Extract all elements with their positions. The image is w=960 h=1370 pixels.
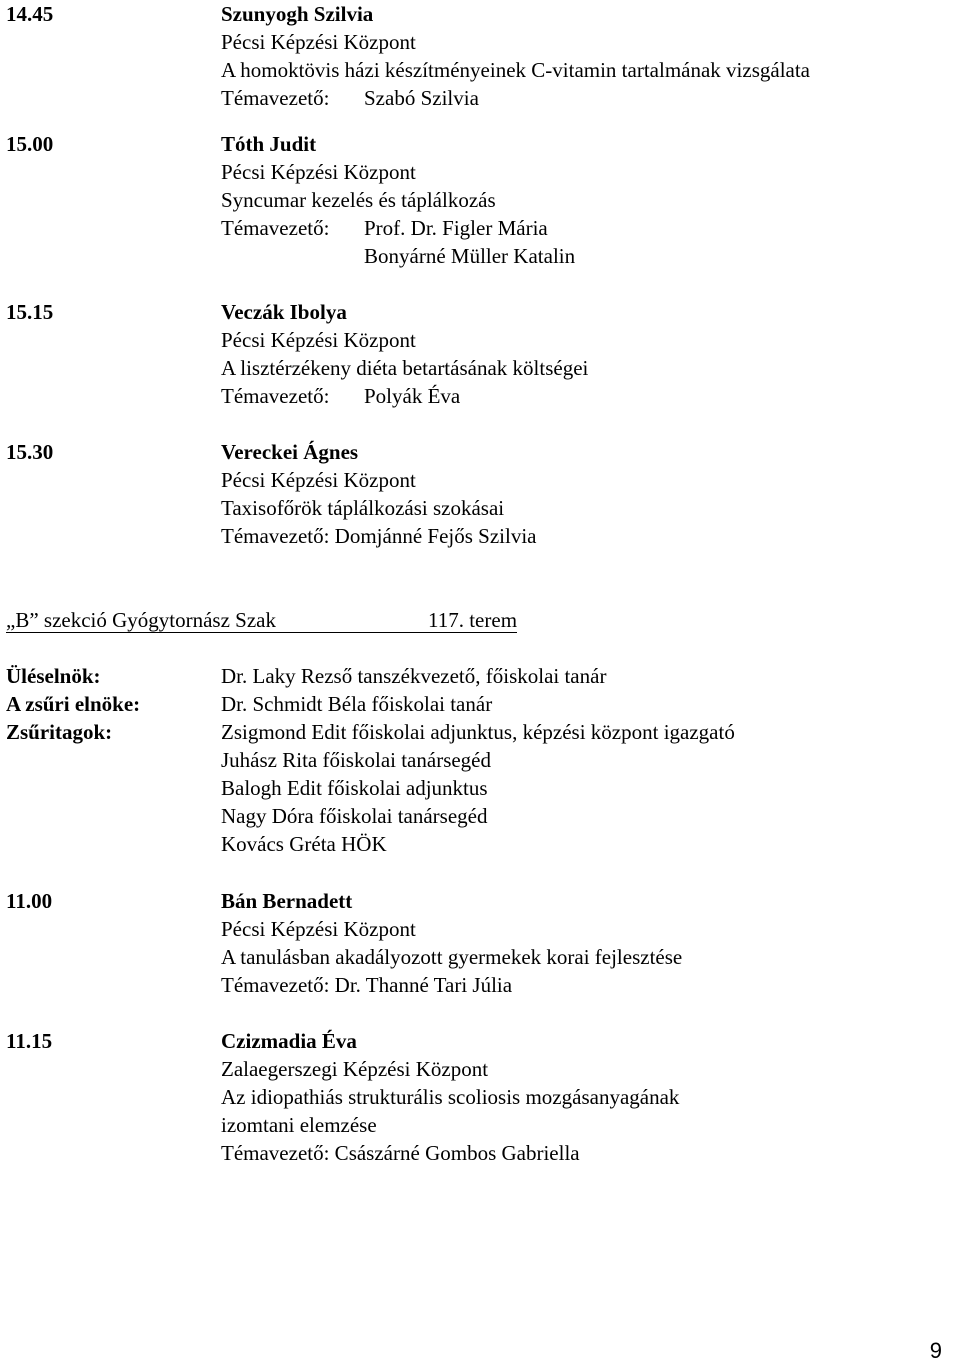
jury-value: Dr. Laky Rezső tanszékvezető, főiskolai tanár — [221, 664, 607, 688]
section-heading — [6, 606, 517, 634]
jury-labels — [6, 662, 140, 746]
entry-institution: Pécsi Képzési Központ — [221, 160, 416, 184]
jury-value: Juhász Rita főiskolai tanársegéd — [221, 748, 492, 772]
jury-values — [221, 662, 735, 858]
supervisor-label: Témavezető: — [221, 384, 330, 408]
jury-value: Kovács Gréta HÖK — [221, 832, 387, 856]
entry-time: 11.00 — [6, 889, 53, 913]
section-room: 117. terem — [428, 608, 518, 632]
entry-title: Taxisofőrök táplálkozási szokásai — [221, 496, 505, 520]
entry-institution: Pécsi Képzési Központ — [221, 30, 416, 54]
entry-institution: Pécsi Képzési Központ — [221, 328, 416, 352]
entry-title: Syncumar kezelés és táplálkozás — [221, 188, 496, 212]
supervisor-name-2: Bonyárné Müller Katalin — [364, 244, 576, 268]
entry-name: Czizmadia Éva — [221, 1029, 357, 1053]
entry-line: A tanulásban akadályozott gyermekek korai fejlesztése — [221, 945, 683, 969]
supervisor-name: Szabó Szilvia — [364, 86, 479, 110]
entry-name: Tóth Judit — [221, 132, 317, 156]
supervisor-label: Témavezető: — [221, 216, 330, 240]
supervisor-name: Polyák Éva — [364, 384, 461, 408]
jury-label-members: Zsűritagok: — [6, 720, 113, 744]
jury-label-chair: Üléselnök: — [6, 664, 101, 688]
supervisor-name: Prof. Dr. Figler Mária — [364, 216, 548, 240]
entry-time: 11.15 — [6, 1029, 53, 1053]
entry-line: Az idiopathiás strukturális scoliosis mozgásanyagának — [221, 1085, 680, 1109]
section-title: „B” szekció Gyógytornász Szak — [6, 608, 428, 633]
jury-value: Balogh Edit főiskolai adjunktus — [221, 776, 488, 800]
entry-title: A lisztérzékeny diéta betartásának költségei — [221, 356, 589, 380]
entry-name: Veczák Ibolya — [221, 300, 347, 324]
jury-value: Zsigmond Edit főiskolai adjunktus, képzési központ igazgató — [221, 720, 735, 744]
entry-institution: Pécsi Képzési Központ — [221, 468, 416, 492]
entry-name: Bán Bernadett — [221, 889, 353, 913]
entry-supervisor: Témavezető: Domjánné Fejős Szilvia — [221, 524, 537, 548]
jury-value: Dr. Schmidt Béla főiskolai tanár — [221, 692, 493, 716]
page-number: 9 — [929, 1338, 942, 1363]
jury-label-president: A zsűri elnöke: — [6, 692, 141, 716]
entry-title: A homoktövis házi készítményeinek C-vitamin tartalmának vizsgálata — [221, 58, 811, 82]
entry-name: Szunyogh Szilvia — [221, 2, 374, 26]
entry-line: izomtani elemzése — [221, 1113, 377, 1137]
entry-supervisor — [221, 214, 941, 242]
entry-name: Vereckei Ágnes — [221, 440, 359, 464]
entry-time: 15.00 — [6, 132, 54, 156]
entry-time: 15.15 — [6, 300, 54, 324]
entry-time: 15.30 — [6, 440, 54, 464]
entry-line: Témavezető: Dr. Thanné Tari Júlia — [221, 973, 513, 997]
supervisor-label: Témavezető: — [221, 86, 330, 110]
entry-line: Zalaegerszegi Képzési Központ — [221, 1057, 489, 1081]
jury-value: Nagy Dóra főiskolai tanársegéd — [221, 804, 488, 828]
entry-time: 14.45 — [6, 2, 54, 26]
entry-supervisor — [221, 382, 941, 410]
entry-line: Pécsi Képzési Központ — [221, 917, 416, 941]
entry-supervisor — [221, 84, 941, 112]
entry-line: Témavezető: Császárné Gombos Gabriella — [221, 1141, 580, 1165]
